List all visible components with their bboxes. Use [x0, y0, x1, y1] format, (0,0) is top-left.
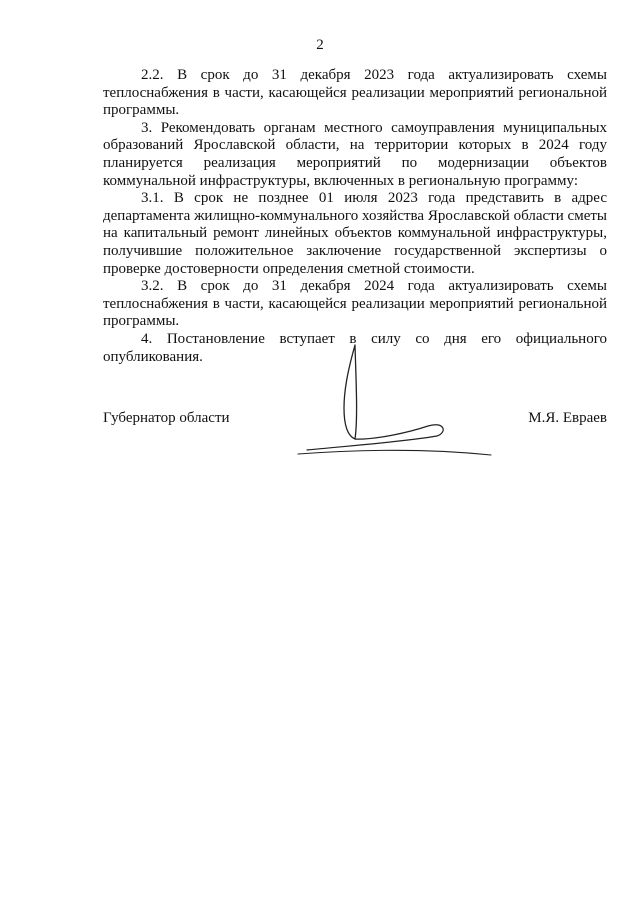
page-number: 2: [316, 37, 324, 53]
paragraph-2-2: 2.2. В срок до 31 декабря 2023 года актуализировать схемы теплоснабжения в части, касающейся реализации мероприятий региональной программы.: [103, 67, 607, 119]
signer-title: Губернатор области: [103, 410, 230, 426]
paragraph-3-2: 3.2. В срок до 31 декабря 2024 года актуализировать схемы теплоснабжения в части, касающейся реализации мероприятий региональной программы.: [103, 278, 607, 330]
paragraph-3-1: 3.1. В срок не позднее 01 июля 2023 года представить в адрес департамента жилищно-коммунального хозяйства Ярославской области сметы на капитальный ремонт линейных объектов коммунальной инфраструктуры, получившие положительное заключение государственной экспертизы о проверке достоверности определения сметной стоимости.: [103, 190, 607, 277]
signer-name: М.Я. Евраев: [528, 410, 607, 426]
signature-block: [103, 408, 607, 428]
paragraph-3: 3. Рекомендовать органам местного самоуправления муниципальных образований Ярославской области, на территории которых в 2024 году планируется реализация мероприятий по модернизации объектов коммунальной инфраструктуры, включенных в региональную программу:: [103, 119, 607, 189]
handwritten-signature: [292, 318, 497, 463]
paragraph-4: 4. Постановление вступает в силу со дня его официального опубликования.: [103, 330, 607, 365]
